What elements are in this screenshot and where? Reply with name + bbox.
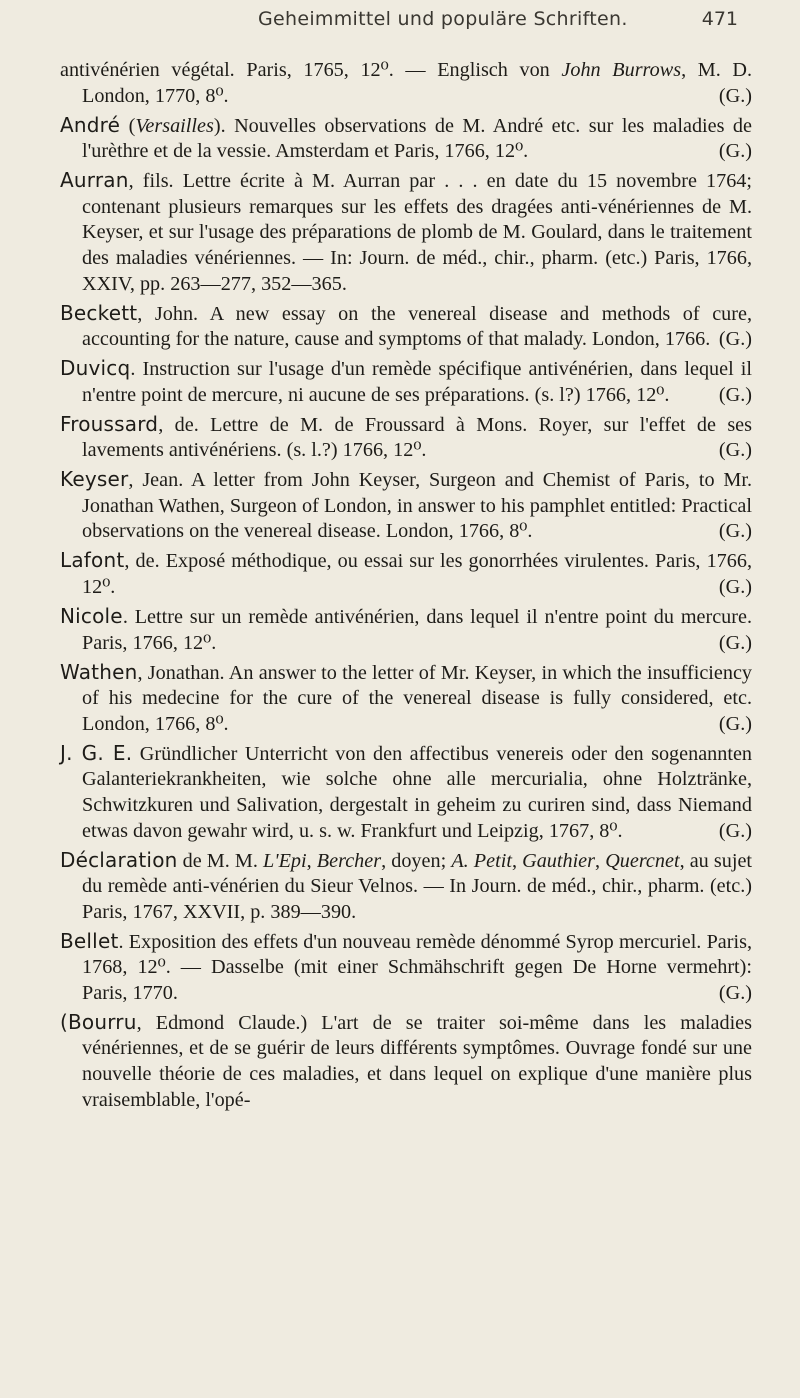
bibliography-entry-bourru — [60, 1010, 752, 1113]
bibliography-entry-continuation — [60, 58, 752, 109]
entry-text: , John. A new essay on the venereal disease and methods of cure, accounting for the nature, cause and symptoms of that malady. London, 1766. — [82, 302, 752, 351]
page-number: 471 — [701, 8, 738, 30]
source-signature: (G.) — [718, 84, 752, 107]
source-signature: (G.) — [718, 328, 752, 351]
entry-text: , au sujet du remède anti-vénérien du Sieur Velnos. — In Journ. de méd., chir., pharm. (etc.) Paris, 1767, XXVII, p. 389—390. — [82, 849, 753, 923]
entry-heading: Aurran — [60, 168, 129, 193]
bibliography-entry-aurran — [60, 168, 752, 297]
entry-text: , Jean. A letter from John Keyser, Surgeon and Chemist of Paris, to Mr. Jonathan Wathen, Surgeon of London, in answer to his pamphlet entitled: Practical observations on the venereal disease. London, 1766, 8⁰. — [82, 469, 752, 543]
bibliography-entry-nicole — [60, 604, 752, 656]
entry-text: . Lettre sur un remède antivénérien, dans lequel il n'entre point du mercure. Paris, 1766, 12⁰. — [82, 606, 752, 654]
bibliography-entry-duvicq — [60, 356, 752, 408]
entry-text: , — [511, 849, 523, 872]
bibliography-entry-beckett — [60, 301, 752, 353]
bibliography-entry-keyser — [60, 467, 752, 545]
entry-heading: Lafont — [60, 548, 125, 573]
entry-text: Gründlicher Unterricht von den affectibus venereis oder den sogenannten Galanteriekrankheiten, wie solche ohne alle mercurialia, ohne Holztränke, Schwitzkuren und Salivation, dergestalt in geheim zu curiren sind, dass Niemand etwas davon gewahr wird, u. s. w. Frankfurt und Leipzig, 1767, 8⁰. — [82, 742, 753, 842]
entry-text: , doyen; — [381, 849, 452, 872]
bibliography-entry-bellet — [60, 929, 752, 1007]
entry-text: . Exposition des effets d'un nouveau remède dénommé Syrop mercuriel. Paris, 1768, 12⁰. — Dasselbe (mit einer Schmähschrift gegen De Horne vermehrt): Paris, 1770. — [82, 930, 752, 1004]
entry-heading: Beckett — [60, 300, 138, 325]
entry-heading: Nicole — [60, 604, 123, 628]
source-signature: (G.) — [718, 981, 752, 1004]
person-name: Gauthier — [522, 849, 596, 872]
entry-text: , de. Lettre de M. de Froussard à Mons. Royer, sur l'effet de ses lavements antivénériens. (s. l.?) 1766, 12⁰. — [82, 413, 752, 462]
author-name: John Burrows — [561, 59, 682, 81]
entry-heading: André — [60, 112, 121, 137]
entry-heading: Froussard — [60, 411, 159, 436]
entry-text: , fils. Lettre écrite à M. Aurran par . . . en date du 15 novembre 1764; contenant plusieurs remarques sur les effets des dragées anti-vénériennes de M. Keyser, et sur l'usage des préparations de plomb de M. Goulard, dans le traitement des maladies vénériennes. — In: Journ. de méd., chir., pharm. (etc.) Paris, 1766, XXIV, pp. 263—277, 352—365. — [82, 170, 752, 295]
entry-text: de M. M. — [177, 849, 264, 872]
entry-heading: Wathen — [60, 659, 138, 684]
entry-text: ). Nouvelles observations de M. André etc. sur les maladies de l'urèthre et de la vessie. Amsterdam et Paris, 1766, 12⁰. — [82, 114, 752, 163]
bibliography-entry-andre — [60, 113, 752, 165]
person-name: Bercher — [316, 849, 382, 872]
running-head — [0, 8, 800, 34]
entry-heading: J. G. E. — [60, 740, 133, 765]
source-signature: (G.) — [718, 819, 752, 842]
entry-text: ( — [120, 114, 136, 137]
source-signature: (G.) — [718, 520, 752, 543]
entry-text: , — [306, 849, 317, 872]
entry-text: . Instruction sur l'usage d'un remède spécifique antivénérien, dans lequel il n'entre point de mercure, ni aucune de ses préparations. (s. l?) 1766, 12⁰. — [82, 358, 752, 406]
entry-heading: Déclaration — [60, 847, 178, 872]
entry-heading: (Bourru — [60, 1009, 137, 1034]
entry-text: , Jonathan. An answer to the letter of Mr. Keyser, in which the insufficiency of his medecine for the cure of the venereal disease is fully considered, etc. London, 1766, 8⁰. — [82, 661, 752, 735]
source-signature: (G.) — [718, 383, 752, 406]
entry-heading: Keyser — [60, 467, 129, 492]
person-name: Quercnet — [605, 849, 680, 872]
source-signature: (G.) — [718, 140, 752, 163]
entry-text: , — [595, 849, 606, 872]
bibliography-entry-lafont — [60, 548, 752, 600]
bibliography-entries — [60, 58, 752, 1117]
bibliography-entry-jge — [60, 741, 752, 844]
source-signature: (G.) — [718, 576, 752, 599]
source-signature: (G.) — [718, 712, 752, 735]
place-name: Versailles — [135, 114, 214, 137]
bibliography-entry-declaration — [60, 848, 752, 926]
source-signature: (G.) — [718, 439, 752, 462]
entry-heading: Bellet — [60, 928, 119, 953]
entry-text: , Edmond Claude.) L'art de se traiter soi-même dans les maladies vénériennes, et de se guérir de leurs différents symptômes. Ouvrage fondé sur une nouvelle théorie de ces maladies, et dans lequel on explique d'une manière plus vraisemblable, l'opé- — [82, 1011, 752, 1111]
entry-text: , M. D. London, 1770, 8⁰. — [82, 59, 753, 107]
person-name: A. Petit — [451, 849, 512, 872]
source-signature: (G.) — [718, 631, 752, 654]
person-name: L'Epi — [263, 849, 307, 872]
entry-text: , de. Exposé méthodique, ou essai sur les gonorrhées virulentes. Paris, 1766, 12⁰. — [82, 550, 752, 599]
entry-text: antivénérien végétal. Paris, 1765, 12⁰. — Englisch von — [60, 59, 562, 81]
bibliography-entry-wathen — [60, 660, 752, 738]
bibliography-entry-froussard — [60, 412, 752, 464]
running-title: Geheimmittel und populäre Schriften. — [258, 8, 628, 30]
entry-heading: Duvicq — [60, 356, 131, 381]
